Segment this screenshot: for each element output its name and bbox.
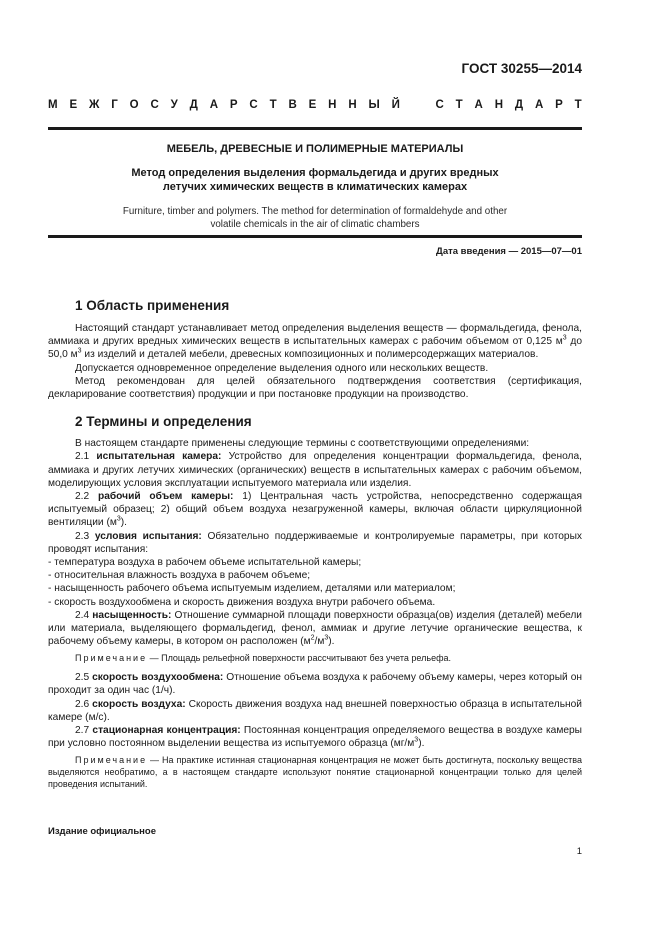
banner-letter: Т	[455, 99, 463, 111]
banner-letter: Р	[229, 99, 238, 111]
interstate-standard-banner	[48, 99, 582, 111]
banner-letter: Е	[308, 99, 317, 111]
term-2-7: 2.7 стационарная концентрация: Постоянная концентрация определяемого вещества в воздухе камеры при условно постоянном выделении вещества из испытуемого образца $(мг/м^3)$.	[48, 725, 583, 750]
banner-letter: С	[150, 99, 159, 111]
english-title	[48, 206, 582, 231]
note: Примечание — Площадь рельефной поверхности рассчитывают без учета рельефа.	[75, 653, 451, 664]
term-2-6: 2.6 скорость воздуха: Скорость движения воздуха над внешней поверхностью образца в испытательной камере (м/с).	[48, 698, 582, 723]
banner-letter: С	[435, 99, 444, 111]
standard-number: ГОСТ 30255—2014	[461, 61, 582, 76]
subtitle-line: летучих химических веществ в климатических камерах	[162, 181, 468, 193]
english-title-line: Furniture, timber and polymers. The method for determination of formaldehyde and other	[122, 206, 508, 217]
official-edition-label: Издание официальное	[48, 826, 156, 837]
term-2-5: 2.5 скорость воздухообмена: Отношение объема воздуха к рабочему объему камеры, через который он проходит за один час (1/ч).	[48, 672, 582, 697]
banner-letter: Ы	[368, 99, 380, 111]
banner-letter: А	[209, 99, 219, 111]
banner-letter: Н	[348, 99, 357, 111]
document-title: МЕБЕЛЬ, ДРЕВЕСНЫЕ И ПОЛИМЕРНЫЕ МАТЕРИАЛЫ	[166, 143, 464, 155]
subtitle-line: Метод определения выделения формальдегида и других вредных	[131, 167, 499, 179]
banner-letter: Ж	[88, 99, 100, 111]
effective-date: Дата введения — 2015—07—01	[436, 246, 582, 257]
banner-letter: Е	[69, 99, 78, 111]
paragraph: Метод рекомендован для целей обязательного подтверждения соответствия (сертификация, декларирование соответствия) продукции и при постановке продукции на производство.	[48, 375, 582, 401]
banner-letter: Р	[555, 99, 563, 111]
term-2-4: 2.4 насыщенность: Отношение суммарной площади поверхности образца(ов) изделия (деталей) мебели или материала, выделяющего формальдегид, фенол, аммиак и другие летучие органические вещества, к рабочему объему камеры, в котором он расположен $(м^2/м^3)$.	[48, 609, 582, 648]
banner-letter: Н	[328, 99, 337, 111]
note: Примечание — На практике истинная стационарная концентрация не может быть достигнута, поскольку вещества выделяются необратимо, а в настоящем стандарте используют понятие стационарной концентрации только для целей проведения испытаний.	[48, 755, 582, 790]
list-item: - температура воздуха в рабочем объеме испытательной камеры;	[48, 557, 362, 569]
banner-letter: А	[474, 99, 483, 111]
banner-letter: М	[48, 99, 58, 111]
document-body	[48, 297, 582, 791]
paragraph: В настоящем стандарте применены следующие термины с соответствующими определениями:	[75, 438, 530, 450]
banner-letter: Н	[494, 99, 504, 111]
page-number: 1	[576, 846, 582, 857]
section-1-heading: 1 Область применения	[75, 298, 230, 313]
list-item: - относительная влажность воздуха в рабочем объеме;	[48, 570, 311, 582]
paragraph: Настоящий стандарт устанавливает метод определения выделения веществ — формальдегида, фенола, аммиака и других вредных химических веществ в испытательных камерах с рабочим объемом от 0,125 $м^3$ до 50,0 $м^3$ из изделий и деталей мебели, древесных композиционных и полимерсодержащих материалов.	[48, 323, 582, 361]
document-subtitle	[48, 166, 582, 194]
banner-letter: О	[129, 99, 139, 111]
banner-letter: Т	[574, 99, 582, 111]
english-title-line: volatile chemicals in the air of climatic chambers	[210, 218, 420, 230]
banner-letter: Д	[189, 99, 198, 111]
banner-letter: А	[534, 99, 544, 111]
banner-letter: У	[170, 99, 178, 111]
term-2-3: 2.3 условия испытания: Обязательно поддерживаемые и контролируемые параметры, при которых проводят испытания:	[48, 530, 582, 555]
section-2-heading: 2 Термины и определения	[75, 414, 252, 430]
paragraph: Допускается одновременное определение выделения одного или нескольких веществ.	[75, 362, 489, 374]
list-item: - насыщенность рабочего объема испытуемым изделием, деталями или материалом;	[48, 583, 456, 595]
top-divider	[48, 127, 582, 130]
banner-letter: С	[249, 99, 258, 111]
title-bottom-divider	[48, 235, 582, 238]
term-2-1: 2.1 испытательная камера: Устройство для определения концентрации формальдегида, фенола, аммиака и других летучих химических (органических) веществ в испытательных камерах с рабочим объемом, моделирующих условия эксплуатации испытуемого материала или изделия.	[48, 451, 582, 489]
list-item: - скорость воздухообмена и скорость движения воздуха внутри рабочего объема.	[48, 596, 436, 608]
banner-letter: Й	[391, 99, 400, 111]
banner-letter: Д	[514, 99, 524, 111]
banner-letter: Т	[269, 99, 277, 111]
banner-letter: В	[288, 99, 297, 111]
banner-letter: Г	[111, 99, 118, 111]
term-2-2: 2.2 рабочий объем камеры: 1) Центральная часть устройства, непосредственно содержащая испытуемый образец; 2) общий объем воздуха незагруженной камеры, включая области циркуляционной вентиляции $(м^3)$.	[48, 491, 582, 529]
